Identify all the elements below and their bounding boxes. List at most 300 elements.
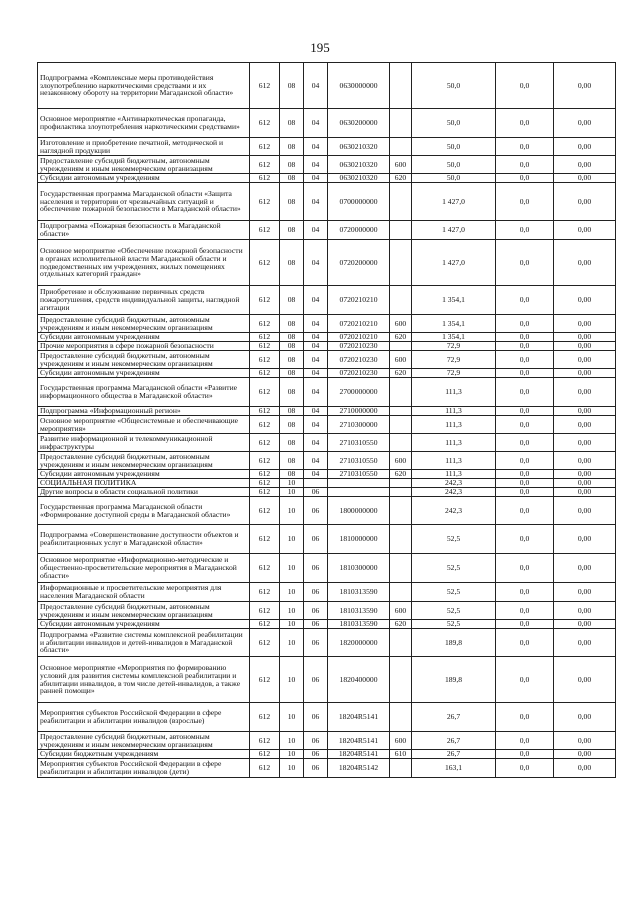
target-article-code: 1810300000 bbox=[328, 554, 390, 583]
podrazdel-code: 04 bbox=[304, 434, 328, 452]
podrazdel-code: 06 bbox=[304, 657, 328, 703]
sum-year-2: 0,0 bbox=[496, 452, 554, 470]
expense-type-code bbox=[390, 759, 412, 778]
target-article-code: 1820400000 bbox=[328, 657, 390, 703]
expense-type-code bbox=[390, 416, 412, 434]
vedomstvo-code: 612 bbox=[250, 602, 280, 620]
expense-type-code: 620 bbox=[390, 620, 412, 629]
table-row bbox=[38, 156, 616, 174]
razdel-code: 08 bbox=[280, 109, 304, 138]
sum-year-1: 111,3 bbox=[412, 378, 496, 407]
podrazdel-code: 04 bbox=[304, 452, 328, 470]
sum-year-1: 52,5 bbox=[412, 602, 496, 620]
sum-year-1: 1 427,0 bbox=[412, 183, 496, 221]
sum-year-3: 0,00 bbox=[554, 138, 616, 156]
razdel-code: 10 bbox=[280, 620, 304, 629]
vedomstvo-code: 612 bbox=[250, 221, 280, 240]
table-row bbox=[38, 452, 616, 470]
expense-type-code: 620 bbox=[390, 174, 412, 183]
table-row bbox=[38, 488, 616, 497]
razdel-code: 08 bbox=[280, 333, 304, 342]
row-name: Основное мероприятие «Обеспечение пожарной безопасности в органах исполнительной власти Магаданской области и подведомственных им учреждениях, жилых помещениях отдельных категорий граждан» bbox=[38, 240, 250, 286]
podrazdel-code: 04 bbox=[304, 351, 328, 369]
sum-year-3: 0,00 bbox=[554, 554, 616, 583]
sum-year-3: 0,00 bbox=[554, 759, 616, 778]
target-article-code: 2710310550 bbox=[328, 434, 390, 452]
razdel-code: 10 bbox=[280, 629, 304, 657]
podrazdel-code: 04 bbox=[304, 174, 328, 183]
podrazdel-code: 06 bbox=[304, 703, 328, 732]
table-row bbox=[38, 434, 616, 452]
vedomstvo-code: 612 bbox=[250, 416, 280, 434]
razdel-code: 10 bbox=[280, 732, 304, 750]
expense-type-code: 600 bbox=[390, 732, 412, 750]
sum-year-2: 0,0 bbox=[496, 174, 554, 183]
razdel-code: 10 bbox=[280, 583, 304, 602]
expense-type-code bbox=[390, 109, 412, 138]
table-row bbox=[38, 407, 616, 416]
expense-type-code bbox=[390, 342, 412, 351]
podrazdel-code: 04 bbox=[304, 138, 328, 156]
row-name: Мероприятия субъектов Российской Федерации в сфере реабилитации и абилитации инвалидов (дети) bbox=[38, 759, 250, 778]
podrazdel-code: 04 bbox=[304, 63, 328, 109]
table-row bbox=[38, 497, 616, 525]
expense-type-code: 600 bbox=[390, 156, 412, 174]
budget-table bbox=[37, 62, 616, 778]
sum-year-2: 0,0 bbox=[496, 109, 554, 138]
sum-year-1: 26,7 bbox=[412, 703, 496, 732]
podrazdel-code: 06 bbox=[304, 629, 328, 657]
razdel-code: 08 bbox=[280, 156, 304, 174]
target-article-code: 1810000000 bbox=[328, 525, 390, 554]
row-name: Другие вопросы в области социальной политики bbox=[38, 488, 250, 497]
expense-type-code: 600 bbox=[390, 351, 412, 369]
table-row bbox=[38, 525, 616, 554]
podrazdel-code: 04 bbox=[304, 156, 328, 174]
sum-year-2: 0,0 bbox=[496, 620, 554, 629]
podrazdel-code: 06 bbox=[304, 759, 328, 778]
podrazdel-code: 04 bbox=[304, 240, 328, 286]
sum-year-2: 0,0 bbox=[496, 63, 554, 109]
target-article-code: 0720210210 bbox=[328, 315, 390, 333]
sum-year-3: 0,00 bbox=[554, 369, 616, 378]
target-article-code: 1810313590 bbox=[328, 583, 390, 602]
table-row bbox=[38, 369, 616, 378]
razdel-code: 08 bbox=[280, 434, 304, 452]
vedomstvo-code: 612 bbox=[250, 63, 280, 109]
target-article-code: 18204R5141 bbox=[328, 732, 390, 750]
podrazdel-code: 06 bbox=[304, 554, 328, 583]
podrazdel-code bbox=[304, 479, 328, 488]
target-article-code: 0720210210 bbox=[328, 333, 390, 342]
razdel-code: 08 bbox=[280, 416, 304, 434]
sum-year-3: 0,00 bbox=[554, 657, 616, 703]
podrazdel-code: 04 bbox=[304, 109, 328, 138]
table-row bbox=[38, 732, 616, 750]
podrazdel-code: 04 bbox=[304, 342, 328, 351]
table-row bbox=[38, 109, 616, 138]
row-name: Информационные и просветительские мероприятия для населения Магаданской области bbox=[38, 583, 250, 602]
sum-year-3: 0,00 bbox=[554, 602, 616, 620]
row-name: СОЦИАЛЬНАЯ ПОЛИТИКА bbox=[38, 479, 250, 488]
podrazdel-code: 06 bbox=[304, 583, 328, 602]
row-name: Субсидии автономным учреждениям bbox=[38, 333, 250, 342]
sum-year-3: 0,00 bbox=[554, 109, 616, 138]
sum-year-1: 52,5 bbox=[412, 620, 496, 629]
sum-year-1: 1 427,0 bbox=[412, 240, 496, 286]
target-article-code: 2710300000 bbox=[328, 416, 390, 434]
sum-year-1: 52,5 bbox=[412, 554, 496, 583]
target-article-code: 0720200000 bbox=[328, 240, 390, 286]
target-article-code bbox=[328, 479, 390, 488]
target-article-code: 0720210230 bbox=[328, 351, 390, 369]
razdel-code: 08 bbox=[280, 286, 304, 315]
razdel-code: 10 bbox=[280, 703, 304, 732]
sum-year-3: 0,00 bbox=[554, 620, 616, 629]
expense-type-code bbox=[390, 629, 412, 657]
vedomstvo-code: 612 bbox=[250, 750, 280, 759]
sum-year-1: 111,3 bbox=[412, 434, 496, 452]
sum-year-1: 26,7 bbox=[412, 750, 496, 759]
expense-type-code bbox=[390, 488, 412, 497]
table-row bbox=[38, 351, 616, 369]
row-name: Развитие информационной и телекоммуникационной инфраструктуры bbox=[38, 434, 250, 452]
sum-year-2: 0,0 bbox=[496, 497, 554, 525]
table-row bbox=[38, 554, 616, 583]
sum-year-1: 242,3 bbox=[412, 488, 496, 497]
row-name: Предоставление субсидий бюджетным, автономным учреждениям и иным некоммерческим организациям bbox=[38, 315, 250, 333]
sum-year-3: 0,00 bbox=[554, 479, 616, 488]
target-article-code: 0630000000 bbox=[328, 63, 390, 109]
sum-year-2: 0,0 bbox=[496, 434, 554, 452]
row-name: Субсидии автономным учреждениям bbox=[38, 620, 250, 629]
podrazdel-code: 06 bbox=[304, 750, 328, 759]
target-article-code: 0720000000 bbox=[328, 221, 390, 240]
table-row bbox=[38, 63, 616, 109]
target-article-code: 18204R5141 bbox=[328, 703, 390, 732]
expense-type-code: 600 bbox=[390, 602, 412, 620]
vedomstvo-code: 612 bbox=[250, 434, 280, 452]
razdel-code: 08 bbox=[280, 221, 304, 240]
vedomstvo-code: 612 bbox=[250, 525, 280, 554]
sum-year-2: 0,0 bbox=[496, 703, 554, 732]
vedomstvo-code: 612 bbox=[250, 452, 280, 470]
vedomstvo-code: 612 bbox=[250, 174, 280, 183]
target-article-code: 1820000000 bbox=[328, 629, 390, 657]
sum-year-2: 0,0 bbox=[496, 583, 554, 602]
podrazdel-code: 04 bbox=[304, 183, 328, 221]
podrazdel-code: 06 bbox=[304, 620, 328, 629]
expense-type-code bbox=[390, 497, 412, 525]
sum-year-2: 0,0 bbox=[496, 369, 554, 378]
vedomstvo-code: 612 bbox=[250, 342, 280, 351]
sum-year-3: 0,00 bbox=[554, 732, 616, 750]
razdel-code: 10 bbox=[280, 759, 304, 778]
podrazdel-code: 04 bbox=[304, 407, 328, 416]
razdel-code: 08 bbox=[280, 174, 304, 183]
vedomstvo-code: 612 bbox=[250, 183, 280, 221]
sum-year-3: 0,00 bbox=[554, 497, 616, 525]
row-name: Подпрограмма «Пожарная безопасность в Магаданской области» bbox=[38, 221, 250, 240]
sum-year-2: 0,0 bbox=[496, 759, 554, 778]
sum-year-3: 0,00 bbox=[554, 434, 616, 452]
table-row bbox=[38, 583, 616, 602]
sum-year-2: 0,0 bbox=[496, 470, 554, 479]
expense-type-code: 600 bbox=[390, 315, 412, 333]
sum-year-1: 111,3 bbox=[412, 452, 496, 470]
sum-year-1: 163,1 bbox=[412, 759, 496, 778]
target-article-code: 2710000000 bbox=[328, 407, 390, 416]
razdel-code: 08 bbox=[280, 315, 304, 333]
vedomstvo-code: 612 bbox=[250, 554, 280, 583]
sum-year-2: 0,0 bbox=[496, 554, 554, 583]
sum-year-1: 111,3 bbox=[412, 407, 496, 416]
sum-year-2: 0,0 bbox=[496, 416, 554, 434]
sum-year-2: 0,0 bbox=[496, 657, 554, 703]
vedomstvo-code: 612 bbox=[250, 583, 280, 602]
expense-type-code bbox=[390, 479, 412, 488]
expense-type-code bbox=[390, 240, 412, 286]
sum-year-3: 0,00 bbox=[554, 63, 616, 109]
razdel-code: 10 bbox=[280, 479, 304, 488]
vedomstvo-code: 612 bbox=[250, 759, 280, 778]
sum-year-3: 0,00 bbox=[554, 342, 616, 351]
vedomstvo-code: 612 bbox=[250, 315, 280, 333]
expense-type-code: 620 bbox=[390, 369, 412, 378]
razdel-code: 10 bbox=[280, 525, 304, 554]
row-name: Подпрограмма «Развитие системы комплексной реабилитации и абилитации инвалидов и детей-инвалидов в Магаданской области» bbox=[38, 629, 250, 657]
table-row bbox=[38, 221, 616, 240]
expense-type-code bbox=[390, 583, 412, 602]
vedomstvo-code: 612 bbox=[250, 369, 280, 378]
sum-year-2: 0,0 bbox=[496, 183, 554, 221]
sum-year-1: 50,0 bbox=[412, 174, 496, 183]
razdel-code: 10 bbox=[280, 554, 304, 583]
razdel-code: 10 bbox=[280, 602, 304, 620]
podrazdel-code: 04 bbox=[304, 315, 328, 333]
sum-year-1: 111,3 bbox=[412, 470, 496, 479]
row-name: Мероприятия субъектов Российской Федерации в сфере реабилитации и абилитации инвалидов (взрослые) bbox=[38, 703, 250, 732]
razdel-code: 08 bbox=[280, 63, 304, 109]
sum-year-2: 0,0 bbox=[496, 378, 554, 407]
target-article-code: 0720210210 bbox=[328, 286, 390, 315]
row-name: Изготовление и приобретение печатной, методической и наглядной продукции bbox=[38, 138, 250, 156]
target-article-code: 2700000000 bbox=[328, 378, 390, 407]
razdel-code: 10 bbox=[280, 657, 304, 703]
target-article-code: 2710310550 bbox=[328, 452, 390, 470]
podrazdel-code: 06 bbox=[304, 602, 328, 620]
vedomstvo-code: 612 bbox=[250, 620, 280, 629]
sum-year-1: 242,3 bbox=[412, 479, 496, 488]
sum-year-2: 0,0 bbox=[496, 488, 554, 497]
target-article-code: 1800000000 bbox=[328, 497, 390, 525]
podrazdel-code: 04 bbox=[304, 333, 328, 342]
sum-year-3: 0,00 bbox=[554, 452, 616, 470]
sum-year-2: 0,0 bbox=[496, 315, 554, 333]
vedomstvo-code: 612 bbox=[250, 138, 280, 156]
vedomstvo-code: 612 bbox=[250, 479, 280, 488]
row-name: Предоставление субсидий бюджетным, автономным учреждениям и иным некоммерческим организациям bbox=[38, 732, 250, 750]
table-row bbox=[38, 138, 616, 156]
table-row bbox=[38, 479, 616, 488]
podrazdel-code: 04 bbox=[304, 369, 328, 378]
expense-type-code bbox=[390, 286, 412, 315]
sum-year-2: 0,0 bbox=[496, 629, 554, 657]
table-row bbox=[38, 416, 616, 434]
table-row bbox=[38, 342, 616, 351]
sum-year-1: 189,8 bbox=[412, 657, 496, 703]
expense-type-code bbox=[390, 378, 412, 407]
target-article-code: 0720210230 bbox=[328, 342, 390, 351]
table-row bbox=[38, 378, 616, 407]
table-row bbox=[38, 470, 616, 479]
table-row bbox=[38, 174, 616, 183]
table-row bbox=[38, 240, 616, 286]
table-row bbox=[38, 759, 616, 778]
table-row bbox=[38, 620, 616, 629]
sum-year-3: 0,00 bbox=[554, 333, 616, 342]
table-row bbox=[38, 602, 616, 620]
table-row bbox=[38, 183, 616, 221]
sum-year-2: 0,0 bbox=[496, 138, 554, 156]
sum-year-2: 0,0 bbox=[496, 342, 554, 351]
table-row bbox=[38, 703, 616, 732]
sum-year-1: 1 354,1 bbox=[412, 315, 496, 333]
sum-year-1: 50,0 bbox=[412, 109, 496, 138]
row-name: Государственная программа Магаданской области «Формирование доступной среды в Магаданской области» bbox=[38, 497, 250, 525]
sum-year-2: 0,0 bbox=[496, 240, 554, 286]
sum-year-1: 111,3 bbox=[412, 416, 496, 434]
table-row bbox=[38, 629, 616, 657]
sum-year-2: 0,0 bbox=[496, 333, 554, 342]
target-article-code: 18204R5142 bbox=[328, 759, 390, 778]
expense-type-code bbox=[390, 407, 412, 416]
vedomstvo-code: 612 bbox=[250, 497, 280, 525]
expense-type-code bbox=[390, 525, 412, 554]
razdel-code: 08 bbox=[280, 378, 304, 407]
sum-year-1: 72,9 bbox=[412, 342, 496, 351]
sum-year-1: 242,3 bbox=[412, 497, 496, 525]
target-article-code: 18204R5141 bbox=[328, 750, 390, 759]
vedomstvo-code: 612 bbox=[250, 240, 280, 286]
razdel-code: 10 bbox=[280, 497, 304, 525]
sum-year-3: 0,00 bbox=[554, 703, 616, 732]
podrazdel-code: 06 bbox=[304, 497, 328, 525]
podrazdel-code: 04 bbox=[304, 221, 328, 240]
sum-year-3: 0,00 bbox=[554, 470, 616, 479]
sum-year-1: 50,0 bbox=[412, 156, 496, 174]
sum-year-3: 0,00 bbox=[554, 416, 616, 434]
sum-year-2: 0,0 bbox=[496, 221, 554, 240]
target-article-code: 1810313590 bbox=[328, 602, 390, 620]
table-row bbox=[38, 315, 616, 333]
podrazdel-code: 06 bbox=[304, 488, 328, 497]
row-name: Субсидии автономным учреждениям bbox=[38, 174, 250, 183]
expense-type-code: 600 bbox=[390, 452, 412, 470]
sum-year-1: 52,5 bbox=[412, 583, 496, 602]
sum-year-1: 26,7 bbox=[412, 732, 496, 750]
sum-year-2: 0,0 bbox=[496, 750, 554, 759]
vedomstvo-code: 612 bbox=[250, 488, 280, 497]
expense-type-code bbox=[390, 138, 412, 156]
target-article-code: 1810313590 bbox=[328, 620, 390, 629]
podrazdel-code: 04 bbox=[304, 286, 328, 315]
vedomstvo-code: 612 bbox=[250, 407, 280, 416]
row-name: Предоставление субсидий бюджетным, автономным учреждениям и иным некоммерческим организациям bbox=[38, 351, 250, 369]
razdel-code: 10 bbox=[280, 750, 304, 759]
sum-year-1: 1 427,0 bbox=[412, 221, 496, 240]
sum-year-3: 0,00 bbox=[554, 174, 616, 183]
razdel-code: 08 bbox=[280, 369, 304, 378]
table-row bbox=[38, 333, 616, 342]
page-number: 195 bbox=[310, 40, 330, 55]
expense-type-code bbox=[390, 183, 412, 221]
sum-year-3: 0,00 bbox=[554, 488, 616, 497]
sum-year-1: 1 354,1 bbox=[412, 286, 496, 315]
sum-year-2: 0,0 bbox=[496, 525, 554, 554]
vedomstvo-code: 612 bbox=[250, 629, 280, 657]
sum-year-3: 0,00 bbox=[554, 183, 616, 221]
row-name: Предоставление субсидий бюджетным, автономным учреждениям и иным некоммерческим организациям bbox=[38, 452, 250, 470]
sum-year-3: 0,00 bbox=[554, 525, 616, 554]
row-name: Государственная программа Магаданской области «Защита населения и территории от чрезвычайных ситуаций и обеспечение пожарной безопасности в Магаданской области» bbox=[38, 183, 250, 221]
row-name: Подпрограмма «Информационный регион» bbox=[38, 407, 250, 416]
row-name: Приобретение и обслуживание первичных средств пожаротушения, средств индивидуальной защиты, наглядной агитации bbox=[38, 286, 250, 315]
row-name: Подпрограмма «Совершенствование доступности объектов и реабилитационных услуг в Магаданской области» bbox=[38, 525, 250, 554]
vedomstvo-code: 612 bbox=[250, 286, 280, 315]
row-name: Основное мероприятие «Антинаркотическая пропаганда, профилактика злоупотребления наркотическими средствами» bbox=[38, 109, 250, 138]
row-name: Прочие мероприятия в сфере пожарной безопасности bbox=[38, 342, 250, 351]
vedomstvo-code: 612 bbox=[250, 351, 280, 369]
sum-year-3: 0,00 bbox=[554, 583, 616, 602]
row-name: Подпрограмма «Комплексные меры противодействия злоупотреблению наркотическими средствами и их незаконному обороту на территории Магаданской области» bbox=[38, 63, 250, 109]
row-name: Субсидии бюджетным учреждениям bbox=[38, 750, 250, 759]
sum-year-1: 50,0 bbox=[412, 63, 496, 109]
podrazdel-code: 04 bbox=[304, 378, 328, 407]
sum-year-2: 0,0 bbox=[496, 602, 554, 620]
row-name: Основное мероприятие «Мероприятия по формированию условий для развития системы комплексной реабилитации и абилитации инвалидов, в том числе детей-инвалидов, а также ранней помощи» bbox=[38, 657, 250, 703]
expense-type-code bbox=[390, 657, 412, 703]
target-article-code: 0630200000 bbox=[328, 109, 390, 138]
vedomstvo-code: 612 bbox=[250, 732, 280, 750]
target-article-code: 2710310550 bbox=[328, 470, 390, 479]
vedomstvo-code: 612 bbox=[250, 657, 280, 703]
expense-type-code bbox=[390, 221, 412, 240]
sum-year-2: 0,0 bbox=[496, 286, 554, 315]
row-name: Предоставление субсидий бюджетным, автономным учреждениям и иным некоммерческим организациям bbox=[38, 156, 250, 174]
row-name: Государственная программа Магаданской области «Развитие информационного общества в Магаданской области» bbox=[38, 378, 250, 407]
sum-year-3: 0,00 bbox=[554, 629, 616, 657]
sum-year-1: 1 354,1 bbox=[412, 333, 496, 342]
row-name: Субсидии автономным учреждениям bbox=[38, 369, 250, 378]
target-article-code: 0630210320 bbox=[328, 156, 390, 174]
row-name: Субсидии автономным учреждениям bbox=[38, 470, 250, 479]
sum-year-3: 0,00 bbox=[554, 286, 616, 315]
sum-year-3: 0,00 bbox=[554, 378, 616, 407]
sum-year-3: 0,00 bbox=[554, 315, 616, 333]
expense-type-code: 610 bbox=[390, 750, 412, 759]
sum-year-3: 0,00 bbox=[554, 407, 616, 416]
razdel-code: 08 bbox=[280, 240, 304, 286]
razdel-code: 10 bbox=[280, 488, 304, 497]
podrazdel-code: 06 bbox=[304, 525, 328, 554]
sum-year-2: 0,0 bbox=[496, 351, 554, 369]
sum-year-1: 50,0 bbox=[412, 138, 496, 156]
sum-year-2: 0,0 bbox=[496, 156, 554, 174]
vedomstvo-code: 612 bbox=[250, 109, 280, 138]
expense-type-code bbox=[390, 703, 412, 732]
sum-year-1: 72,9 bbox=[412, 369, 496, 378]
